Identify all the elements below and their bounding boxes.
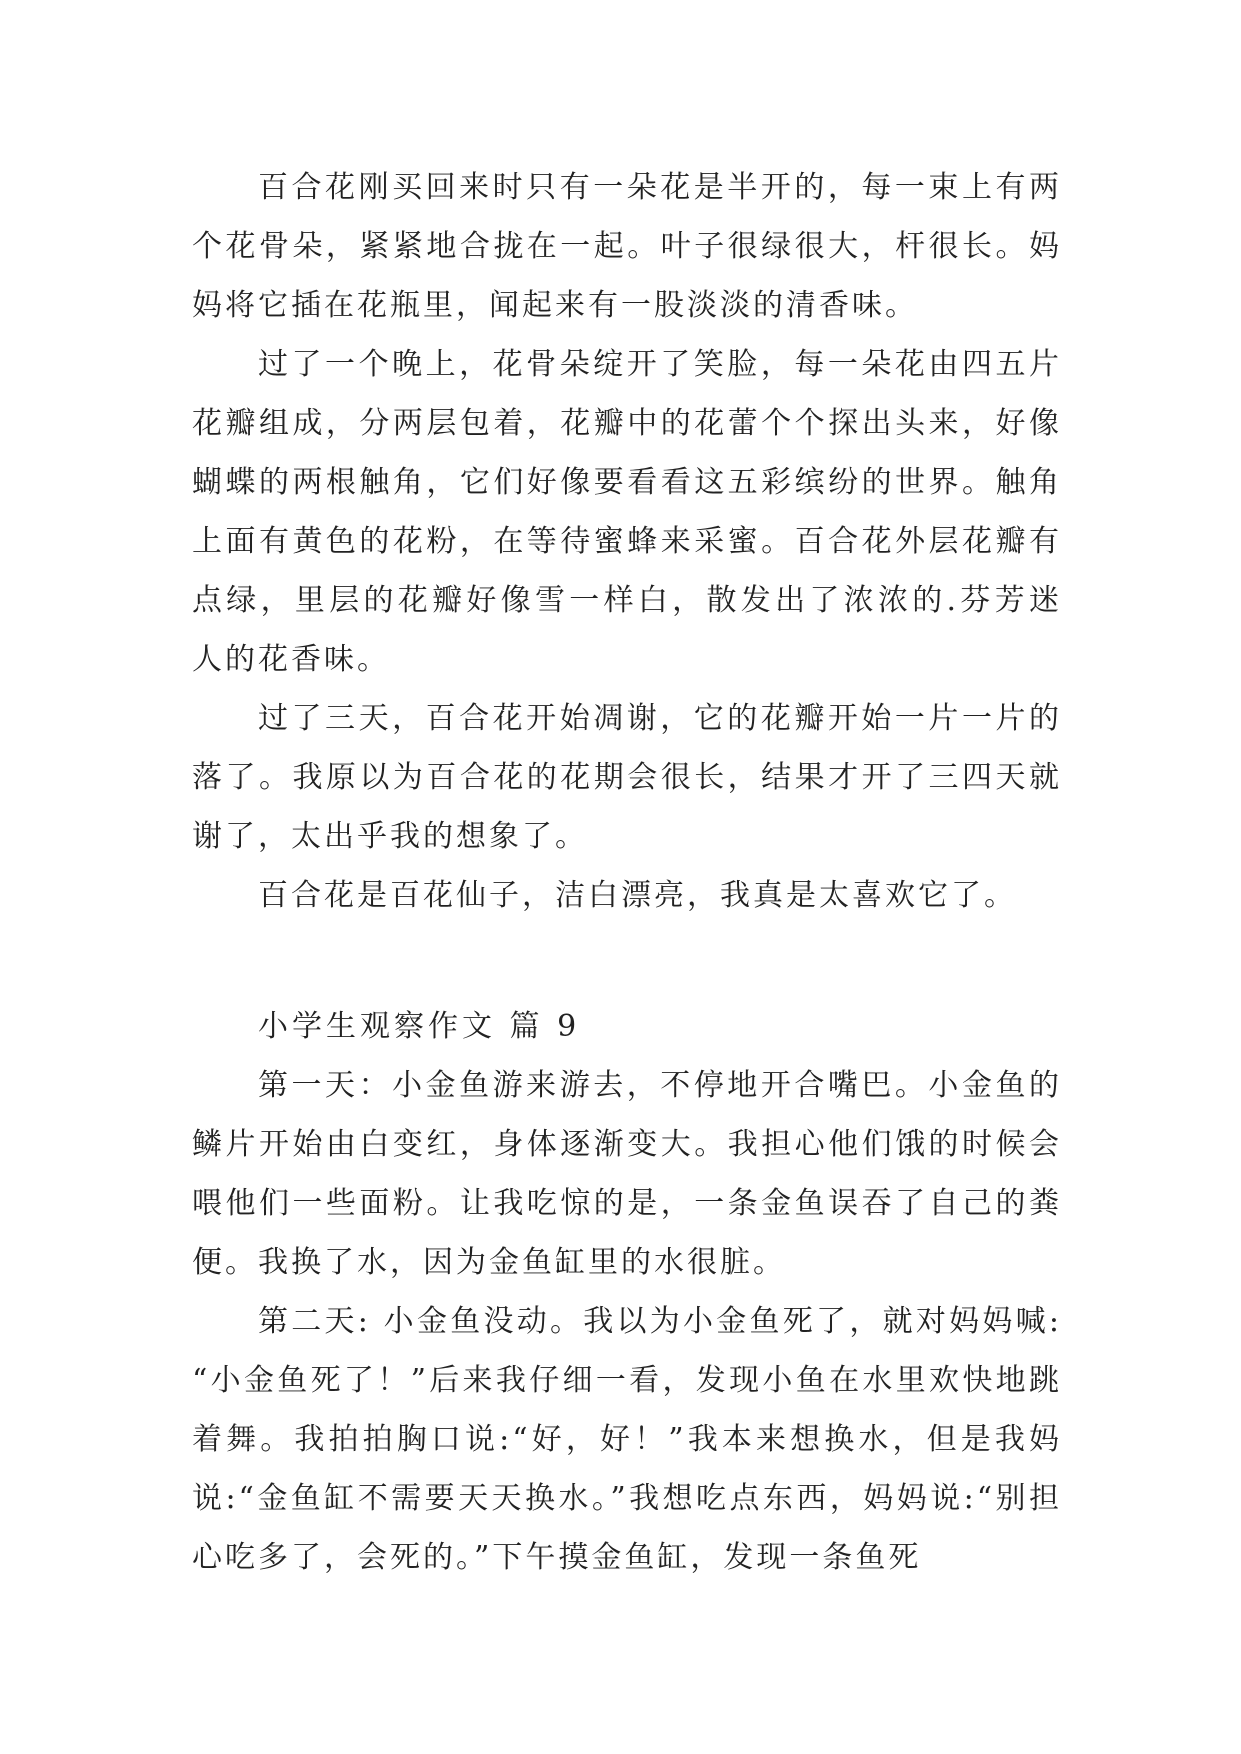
paragraph-lily-wither: 过了三天，百合花开始凋谢，它的花瓣开始一片一片的落了。我原以为百合花的花期会很长，结果才开了三四天就谢了，太出乎我的想象了。	[192, 701, 1062, 854]
paragraph-lily-conclusion: 百合花是百花仙子，洁白漂亮，我真是太喜欢它了。	[258, 878, 1017, 913]
section-heading: 小学生观察作文 篇 9	[258, 1009, 581, 1044]
paragraph-lily-bought: 百合花刚买回来时只有一朵花是半开的，每一束上有两个花骨朵，紧紧地合拢在一起。叶子很绿很大，杆很长。妈妈将它插在花瓶里，闻起来有一股淡淡的清香味。	[192, 170, 1062, 323]
paragraph-goldfish-day2: 第二天: 小金鱼没动。我以为小金鱼死了，就对妈妈喊: “小金鱼死了！”后来我仔细一看，发现小鱼在水里欢快地跳着舞。我拍拍胸口说:“好，好！”我本来想换水，但是我妈说:“金鱼缸不需要天天换水。”我想吃点东西，妈妈说:“别担心吃多了，会死的。”下午摸金鱼缸，发现一条鱼死	[192, 1304, 1062, 1575]
document-body	[192, 158, 1062, 1587]
paragraph-goldfish-day1: 第一天：小金鱼游来游去，不停地开合嘴巴。小金鱼的鳞片开始由白变红，身体逐渐变大。我担心他们饿的时候会喂他们一些面粉。让我吃惊的是，一条金鱼误吞了自己的粪便。我换了水，因为金鱼缸里的水很脏。	[192, 1068, 1062, 1280]
paragraph-lily-bloom: 过了一个晚上，花骨朵绽开了笑脸，每一朵花由四五片花瓣组成，分两层包着，花瓣中的花蕾个个探出头来，好像蝴蝶的两根触角，它们好像要看看这五彩缤纷的世界。触角上面有黄色的花粉，在等待蜜蜂来采蜜。百合花外层花瓣有点绿，里层的花瓣好像雪一样白，散发出了浓浓的.芬芳迷人的花香味。	[192, 347, 1062, 677]
